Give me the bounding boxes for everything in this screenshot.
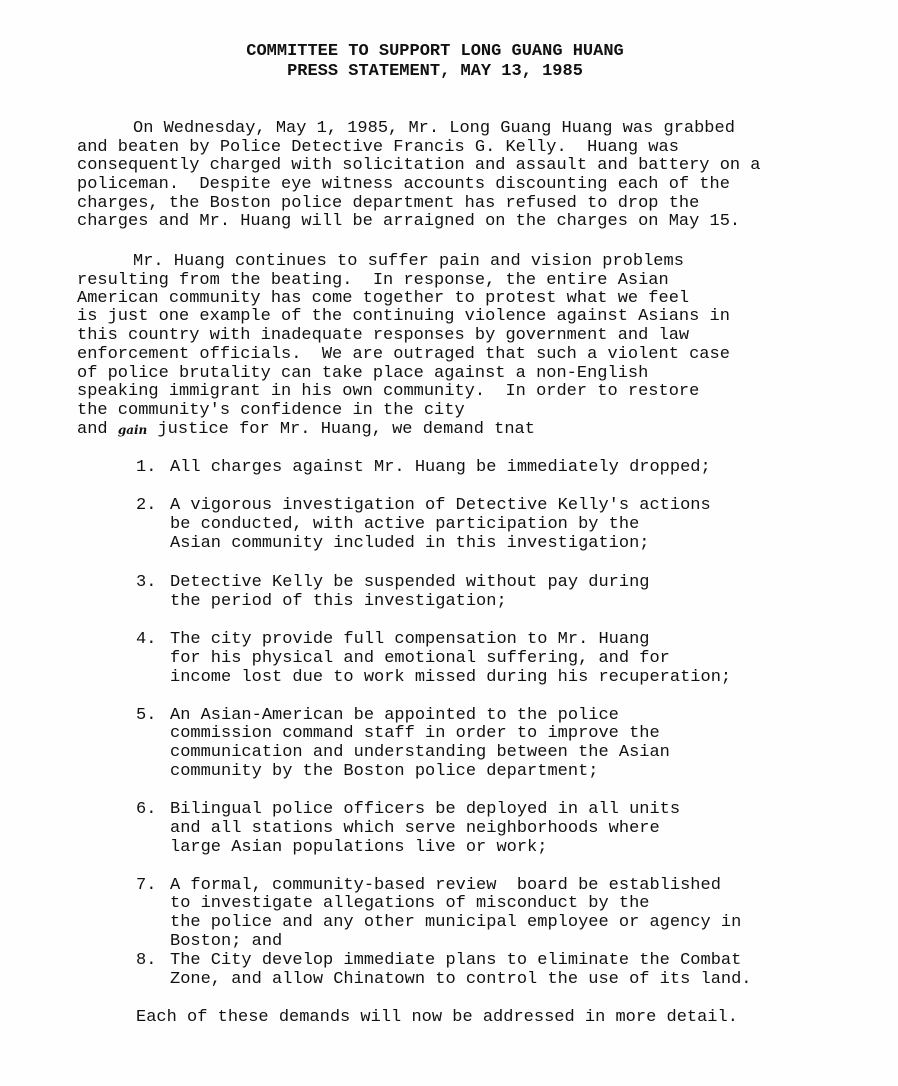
- demand-line: the period of this investigation;: [170, 592, 507, 611]
- demand-line: large Asian populations live or work;: [170, 838, 548, 857]
- demand-line: Asian community included in this investigation;: [170, 534, 650, 553]
- paragraph-line: consequently charged with solicitation and assault and battery on a: [77, 156, 761, 175]
- paragraph-line: is just one example of the continuing violence against Asians in: [77, 307, 730, 326]
- paragraph-line: the community's confidence in the city: [77, 401, 465, 420]
- demand-line: Boston; and: [170, 932, 283, 951]
- paragraph-line: policeman. Despite eye witness accounts discounting each of the: [77, 175, 730, 194]
- demand-line: to investigate allegations of misconduct by the: [170, 894, 650, 913]
- demand-line: A formal, community-based review board be established: [170, 876, 721, 895]
- paragraph-line-last: [77, 420, 535, 439]
- demand-line: for his physical and emotional suffering, and for: [170, 649, 670, 668]
- demand-number: 7.: [136, 876, 157, 895]
- paragraph-line: charges and Mr. Huang will be arraigned on the charges on May 15.: [77, 212, 741, 231]
- demand-number: 1.: [136, 458, 157, 477]
- demand-number: 6.: [136, 800, 157, 819]
- demand-line: commission command staff in order to improve the: [170, 724, 660, 743]
- text-fragment: and: [77, 420, 108, 439]
- demand-line: community by the Boston police department;: [170, 762, 599, 781]
- paragraph-line: speaking immigrant in his own community. In order to restore: [77, 382, 700, 401]
- demand-line: income lost due to work missed during his recuperation;: [170, 668, 732, 687]
- handwritten-insertion: gain: [117, 423, 148, 437]
- demand-line: Detective Kelly be suspended without pay during: [170, 573, 650, 592]
- header-subtitle: PRESS STATEMENT, MAY 13, 1985: [287, 62, 583, 81]
- demand-number: 2.: [136, 496, 157, 515]
- demand-number: 8.: [136, 951, 157, 970]
- paragraph-line: of police brutality can take place against a non-English: [77, 364, 649, 383]
- demand-line: and all stations which serve neighborhoods where: [170, 819, 660, 838]
- demand-number: 4.: [136, 630, 157, 649]
- demand-line: communication and understanding between the Asian: [170, 743, 670, 762]
- demand-number: 3.: [136, 573, 157, 592]
- header-title: COMMITTEE TO SUPPORT LONG GUANG HUANG: [246, 42, 624, 61]
- text-fragment: justice for Mr. Huang, we demand tnat: [157, 420, 535, 439]
- demand-line: The city provide full compensation to Mr. Huang: [170, 630, 650, 649]
- demand-line: Zone, and allow Chinatown to control the use of its land.: [170, 970, 752, 989]
- paragraph-line: enforcement officials. We are outraged that such a violent case: [77, 345, 730, 364]
- paragraph-line: Mr. Huang continues to suffer pain and vision problems: [133, 252, 684, 271]
- closing-statement: Each of these demands will now be addressed in more detail.: [136, 1008, 738, 1027]
- demand-line: The City develop immediate plans to eliminate the Combat: [170, 951, 742, 970]
- paragraph-line: American community has come together to protest what we feel: [77, 289, 690, 308]
- demand-line: Bilingual police officers be deployed in all units: [170, 800, 681, 819]
- paragraph-line: and beaten by Police Detective Francis G. Kelly. Huang was: [77, 138, 679, 157]
- demand-line: the police and any other municipal employee or agency in: [170, 913, 742, 932]
- demand-line: be conducted, with active participation by the: [170, 515, 640, 534]
- paragraph-line: charges, the Boston police department has refused to drop the: [77, 194, 700, 213]
- demand-line: An Asian-American be appointed to the police: [170, 706, 619, 725]
- paragraph-line: On Wednesday, May 1, 1985, Mr. Long Guang Huang was grabbed: [133, 119, 735, 138]
- paragraph-line: this country with inadequate responses by government and law: [77, 326, 690, 345]
- demand-line: All charges against Mr. Huang be immediately dropped;: [170, 458, 711, 477]
- demand-line: A vigorous investigation of Detective Kelly's actions: [170, 496, 711, 515]
- demand-number: 5.: [136, 706, 157, 725]
- paragraph-line: resulting from the beating. In response, the entire Asian: [77, 271, 669, 290]
